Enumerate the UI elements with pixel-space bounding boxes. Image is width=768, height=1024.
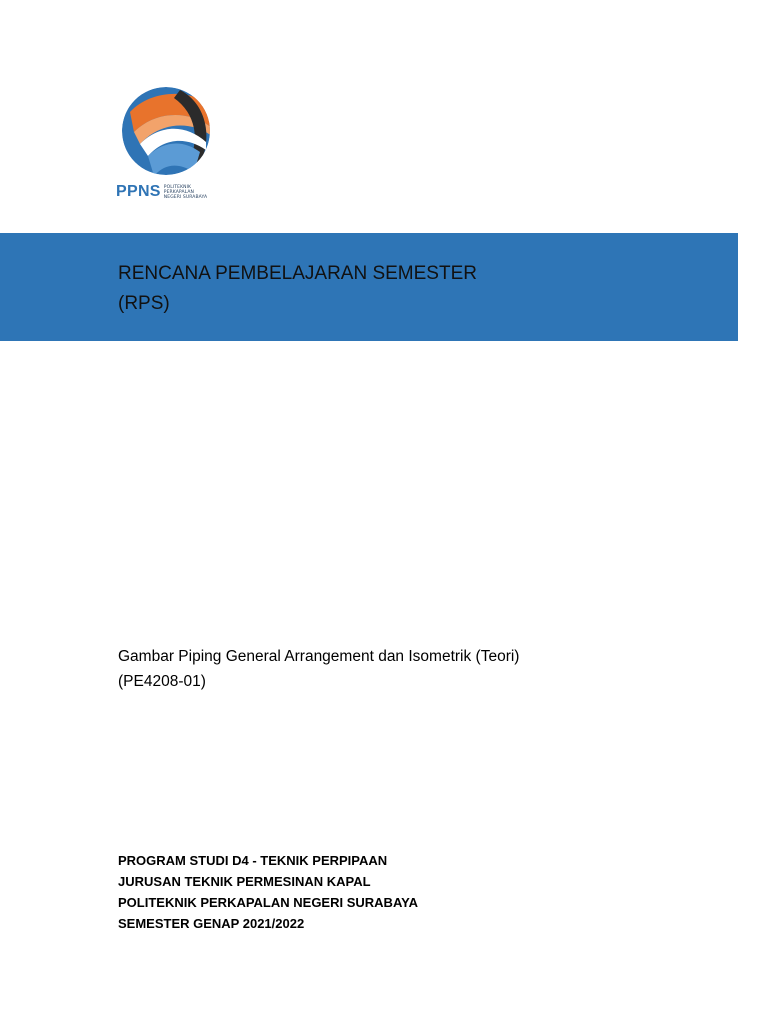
institution-info bbox=[118, 850, 418, 934]
ppns-logo bbox=[112, 84, 222, 206]
school-name: POLITEKNIK PERKAPALAN NEGERI SURABAYA bbox=[118, 895, 419, 910]
logo-subtitle bbox=[164, 185, 207, 200]
ppns-globe-icon bbox=[120, 84, 212, 178]
logo-abbreviation: PPNS bbox=[116, 183, 161, 200]
course-code: (PE4208-01) bbox=[118, 673, 206, 690]
logo-subtitle-line: PERKAPALAN bbox=[163, 189, 194, 195]
course-info bbox=[118, 644, 519, 694]
logo-subtitle-line: POLITEKNIK bbox=[163, 184, 192, 190]
course-name: Gambar Piping General Arrangement dan Isometrik (Teori) bbox=[118, 648, 520, 665]
semester: SEMESTER GENAP 2021/2022 bbox=[118, 916, 305, 931]
document-title bbox=[118, 259, 477, 319]
logo-subtitle-line: NEGERI SURABAYA bbox=[163, 194, 208, 200]
logo-wordmark bbox=[116, 184, 207, 200]
department: JURUSAN TEKNIK PERMESINAN KAPAL bbox=[118, 874, 371, 889]
title-banner bbox=[0, 233, 738, 341]
document-title-abbr: (RPS) bbox=[118, 293, 170, 314]
document-title-line: RENCANA PEMBELAJARAN SEMESTER bbox=[118, 263, 477, 284]
study-program: PROGRAM STUDI D4 - TEKNIK PERPIPAAN bbox=[118, 853, 388, 868]
